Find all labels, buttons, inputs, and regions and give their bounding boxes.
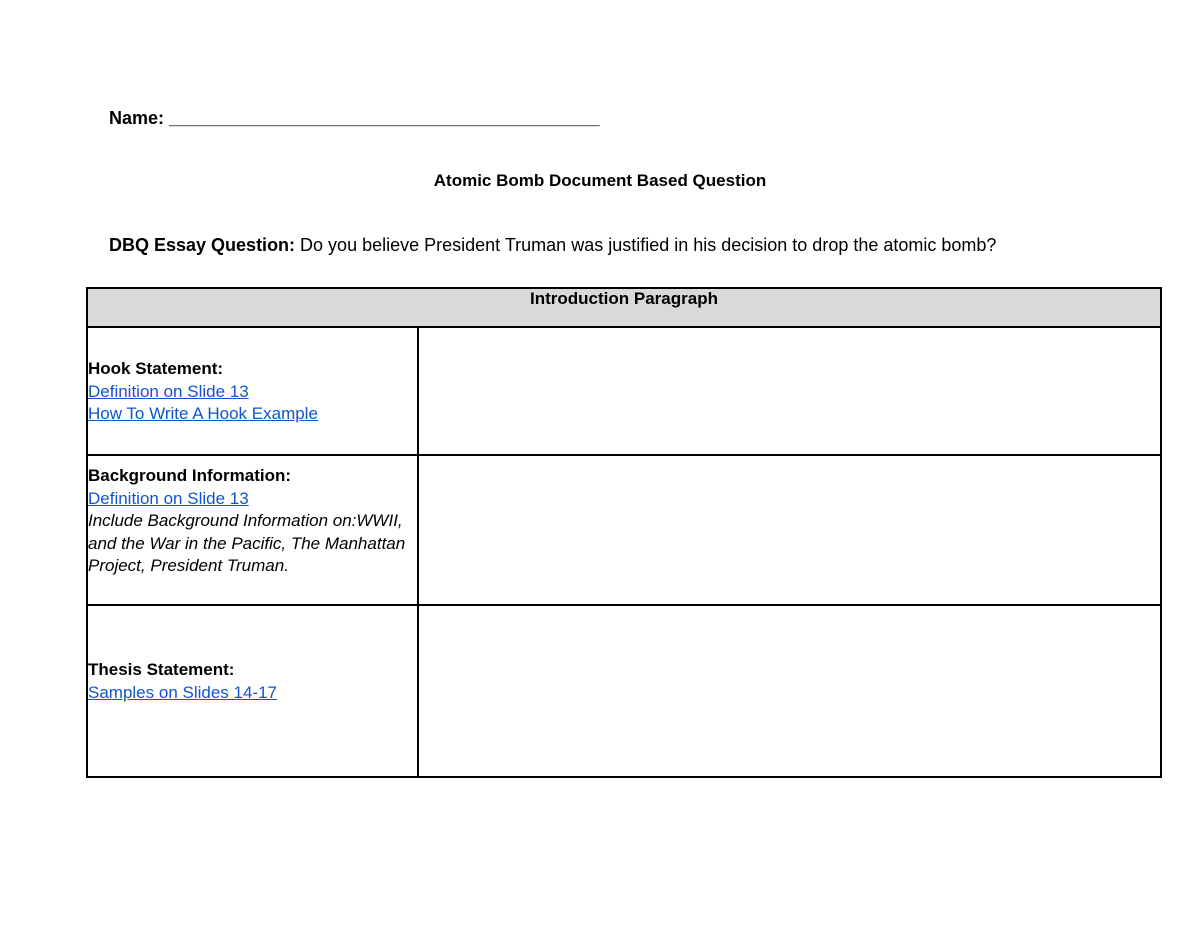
- thesis-statement-label: Thesis Statement:: [88, 660, 235, 679]
- document-title: Atomic Bomb Document Based Question: [433, 171, 767, 190]
- introduction-paragraph-table: [86, 287, 1162, 778]
- hook-statement-cell: [87, 327, 418, 455]
- student-name-field[interactable]: Name: ___________________________________________: [109, 108, 600, 128]
- table-row: [87, 455, 1161, 605]
- hook-statement-answer[interactable]: [418, 327, 1161, 455]
- hook-example-link[interactable]: How To Write A Hook Example: [88, 404, 318, 423]
- background-information-label: Background Information:: [88, 466, 292, 485]
- thesis-statement-answer[interactable]: [418, 605, 1161, 777]
- background-information-answer[interactable]: [418, 455, 1161, 605]
- table-row: [87, 605, 1161, 777]
- table-row: [87, 327, 1161, 455]
- background-information-note: Include Background Information on:WWII, and the War in the Pacific, The Manhattan Project, President Truman.: [88, 511, 406, 575]
- essay-question-text: Do you believe President Truman was justified in his decision to drop the atomic bomb?: [295, 235, 997, 255]
- thesis-samples-link[interactable]: Samples on Slides 14-17: [88, 682, 278, 702]
- essay-question-label: DBQ Essay Question:: [109, 235, 296, 255]
- hook-statement-label: Hook Statement:: [88, 359, 224, 378]
- hook-definition-link[interactable]: Definition on Slide 13: [88, 381, 249, 401]
- thesis-statement-cell: [87, 605, 418, 777]
- essay-question: [109, 234, 1069, 256]
- background-information-cell: [87, 455, 418, 605]
- introduction-paragraph-header: Introduction Paragraph: [87, 288, 1161, 327]
- background-definition-link[interactable]: Definition on Slide 13: [88, 488, 249, 508]
